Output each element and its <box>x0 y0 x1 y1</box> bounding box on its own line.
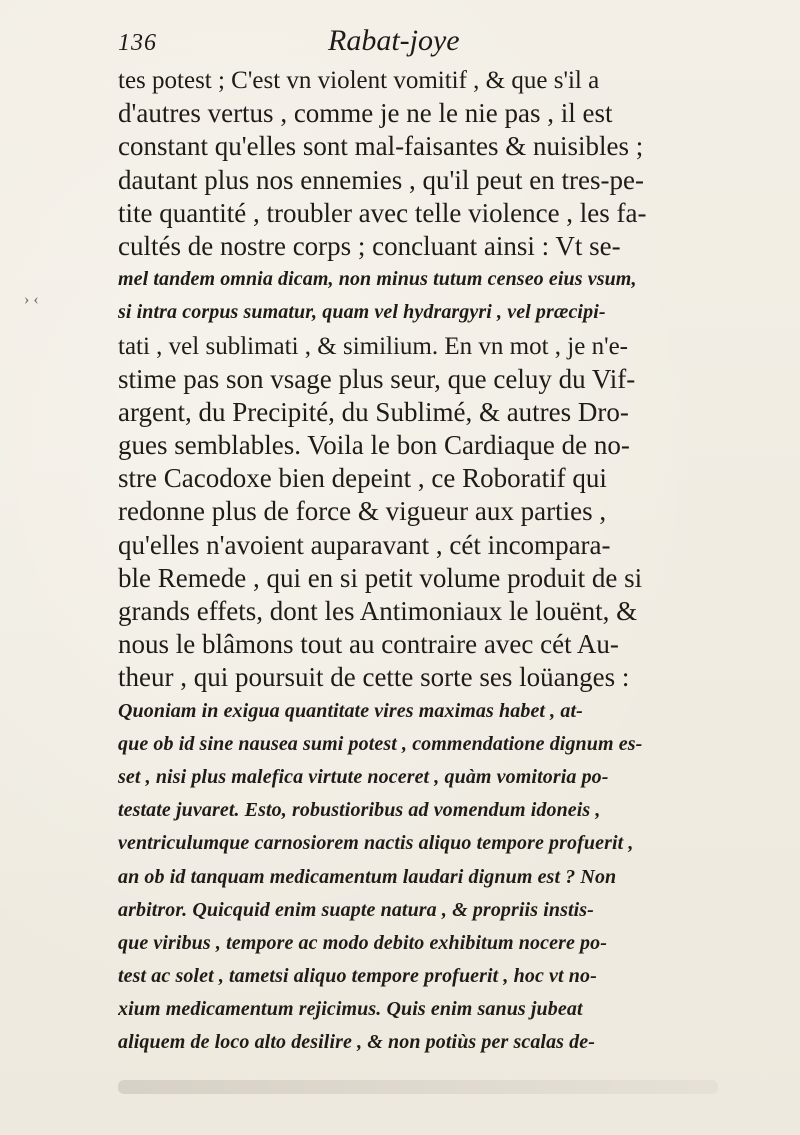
page-bottom-smudge <box>118 1080 718 1094</box>
text-line: d'autres vertus , comme je ne le nie pas , il est <box>118 98 613 129</box>
text-line: si intra corpus sumatur, quam vel hydrargyri , vel præcipi- <box>118 301 606 324</box>
text-line: stime pas son vsage plus seur, que celuy du Vif- <box>118 363 636 394</box>
text-line: dautant plus nos ennemies , qu'il peut en tres-pe- <box>118 164 644 195</box>
text-line: set , nisi plus malefica virtute noceret , quàm vomitoria po- <box>118 765 609 788</box>
text-line: an ob id tanquam medicamentum laudari dignum est ? Non <box>118 865 617 888</box>
margin-mark: › ‹ <box>24 291 39 308</box>
text-line: ble Remede , qui en si petit volume produit de si <box>118 562 643 593</box>
text-line: arbitror. Quicquid enim suapte natura , & propriis instis- <box>118 898 594 921</box>
page-number: 136 <box>118 30 157 56</box>
text-line: testate juvaret. Esto, robustioribus ad vomendum idoneis , <box>118 799 601 822</box>
body-text <box>118 64 768 1060</box>
text-line: gues semblables. Voila le bon Cardiaque de no- <box>118 430 630 461</box>
text-line: que ob id sine nausea sumi potest , commendatione dignum es- <box>118 732 643 755</box>
text-line: argent, du Precipité, du Sublimé, & autres Dro- <box>118 396 629 427</box>
text-line: tati , vel sublimati , & similium. En vn mot , je n'e- <box>118 332 629 360</box>
text-line: tes potest ; C'est vn violent vomitif , & que s'il a <box>118 67 600 94</box>
text-line: qu'elles n'avoient auparavant , cét incompara- <box>118 529 611 560</box>
page-header <box>118 22 738 62</box>
text-line: tite quantité , troubler avec telle violence , les fa- <box>118 197 647 228</box>
text-line: cultés de nostre corps ; concluant ainsi : Vt se- <box>118 230 621 261</box>
text-line: ventriculumque carnosiorem nactis aliquo tempore profuerit , <box>118 832 634 855</box>
text-line: constant qu'elles sont mal-faisantes & nuisibles ; <box>118 131 644 162</box>
text-line: grands effets, dont les Antimoniaux le louënt, & <box>118 596 638 626</box>
text-line: theur , qui poursuit de cette sorte ses loüanges : <box>118 662 630 693</box>
text-line: redonne plus de force & vigueur aux parties , <box>118 496 607 527</box>
text-line: xium medicamentum rejicimus. Quis enim sanus jubeat <box>118 998 583 1021</box>
text-line: nous le blâmons tout au contraire avec cét Au- <box>118 629 619 660</box>
text-line: mel tandem omnia dicam, non minus tutum censeo eius vsum, <box>118 268 637 291</box>
text-line: Quoniam in exigua quantitate vires maximas habet , at- <box>118 699 583 722</box>
running-head: Rabat-joye <box>328 24 460 57</box>
text-line: stre Cacodoxe bien depeint , ce Roboratif qui <box>118 463 607 494</box>
text-line: que viribus , tempore ac modo debito exhibitum nocere po- <box>118 931 608 954</box>
text-line: test ac solet , tametsi aliquo tempore profuerit , hoc vt no- <box>118 965 597 988</box>
text-line: aliquem de loco alto desilire , & non potiùs per scalas de- <box>118 1031 596 1054</box>
